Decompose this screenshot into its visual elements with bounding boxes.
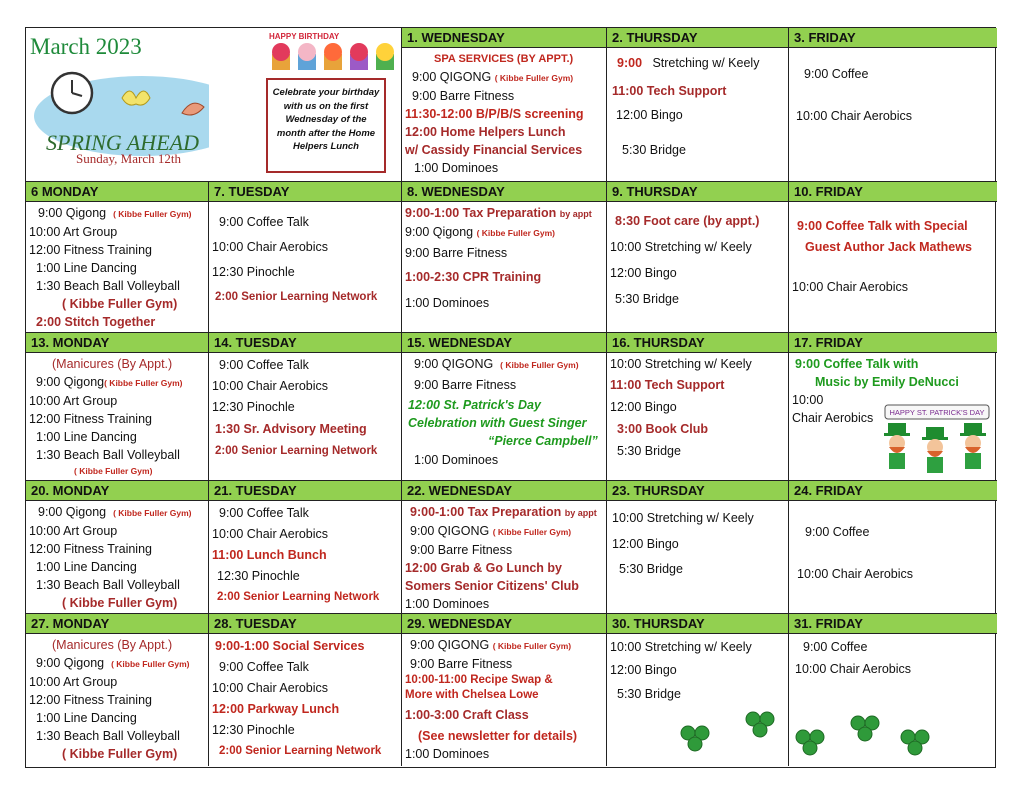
event-line-dancing: 1:00 Line Dancing (36, 560, 137, 574)
event-chair-aerobics: 10:00 Chair Aerobics (212, 527, 329, 541)
event-bridge: 5:30 Bridge (617, 444, 681, 458)
event-fitness-training: 12:00 Fitness Training (29, 693, 152, 707)
event-senior-learning: 2:00 Senior Learning Network (215, 291, 378, 303)
event-st-patricks-day: 12:00 St. Patrick's Day (408, 398, 541, 412)
day-header: 14. TUESDAY (209, 333, 401, 353)
event-art-group: 10:00 Art Group (29, 524, 118, 538)
event-dominoes: 1:00 Dominoes (414, 453, 499, 467)
event-pinochle: 12:30 Pinochle (212, 723, 295, 737)
event-craft-class: 1:00-3:00 Craft Class (405, 708, 529, 722)
event-bridge: 5:30 Bridge (622, 143, 686, 157)
day-cell-9 (607, 182, 789, 333)
birthday-cell (209, 28, 402, 182)
event-newsletter-note: (See newsletter for details) (418, 729, 578, 743)
event-manicures: (Manicures (By Appt.) (52, 357, 173, 371)
event-chair-aerobics: 10:00 Chair Aerobics (212, 240, 329, 254)
birthday-note: Celebrate your birthday with us on the first Wednesday of the month after the Home Helpers Lunch (266, 78, 386, 173)
event-art-group: 10:00 Art Group (29, 225, 118, 239)
event-volleyball: 1:30 Beach Ball Volleyball (36, 448, 180, 462)
day-cell-23 (607, 481, 789, 614)
event-dominoes: 1:00 Dominoes (405, 296, 490, 310)
event-chelsea-lowe: More with Chelsea Lowe (405, 689, 539, 701)
day-cell-7 (209, 182, 402, 333)
event-barre-fitness: 9:00 Barre Fitness (410, 657, 513, 671)
event-volleyball: 1:30 Beach Ball Volleyball (36, 729, 180, 743)
event-screening: 11:30-12:00 B/P/B/S screening (405, 107, 584, 121)
day-header: 2. THURSDAY (607, 28, 788, 48)
day-header: 3. FRIDAY (789, 28, 997, 48)
event-bridge: 5:30 Bridge (615, 292, 679, 306)
event-chair-aerobics: 10:00 Chair Aerobics (212, 681, 329, 695)
event-coffee-talk: 9:00 Coffee Talk (219, 358, 309, 372)
event-coffee-talk: 9:00 Coffee Talk (219, 506, 309, 520)
event-barre-fitness: 9:00 Barre Fitness (412, 89, 515, 103)
day-cell-24 (789, 481, 997, 614)
event-qigong: 9:00 Qigong ( Kibbe Fuller Gym) (38, 206, 192, 220)
event-bingo: 12:00 Bingo (610, 400, 677, 414)
event-gym-note: ( Kibbe Fuller Gym) (74, 466, 153, 476)
event-tax-preparation: 9:00-1:00 Tax Preparation by appt (405, 206, 592, 220)
event-coffee: 9:00 Coffee (804, 67, 869, 81)
event-senior-learning: 2:00 Senior Learning Network (219, 745, 382, 757)
event-dominoes: 1:00 Dominoes (414, 161, 499, 175)
event-gym-note: ( Kibbe Fuller Gym) (62, 297, 178, 311)
day-cell-28 (209, 614, 402, 766)
event-emily-denucci: Music by Emily DeNucci (815, 375, 959, 389)
event-line-dancing: 1:00 Line Dancing (36, 711, 137, 725)
event-home-helpers-lunch: 12:00 Home Helpers Lunch (405, 125, 566, 139)
day-cell-17 (789, 333, 997, 481)
birthday-banner-text: HAPPY BIRTHDAY (269, 32, 340, 41)
month-title: March 2023 (30, 34, 142, 59)
event-bridge: 5:30 Bridge (619, 562, 683, 576)
event-senior-learning: 2:00 Senior Learning Network (215, 445, 378, 457)
day-header: 13. MONDAY (26, 333, 208, 353)
event-stretching: 10:00 Stretching w/ Keely (610, 240, 752, 254)
day-cell-27 (26, 614, 209, 766)
event-fitness-training: 12:00 Fitness Training (29, 542, 152, 556)
event-recipe-swap: 10:00-11:00 Recipe Swap & (405, 674, 553, 686)
day-cell-16 (607, 333, 789, 481)
event-gym-note: ( Kibbe Fuller Gym) (62, 747, 178, 761)
day-header: 20. MONDAY (26, 481, 208, 501)
day-cell-13 (26, 333, 209, 481)
day-header: 28. TUESDAY (209, 614, 401, 634)
event-stretching: 9:00 Stretching w/ Keely (617, 56, 760, 70)
day-cell-10 (789, 182, 997, 333)
event-chair-aerobics: 10:00 Chair Aerobics (796, 109, 913, 123)
event-bingo: 12:00 Bingo (610, 663, 677, 677)
event-chair-aerobics: 10:00 Chair Aerobics (212, 379, 329, 393)
event-qigong: 9:00 Qigong ( Kibbe Fuller Gym) (405, 225, 555, 239)
event-qigong: 9:00 Qigong ( Kibbe Fuller Gym) (38, 505, 192, 519)
day-cell-14 (209, 333, 402, 481)
calendar-header-cell (26, 28, 209, 182)
leprechauns-illustration (877, 401, 997, 479)
event-bingo: 12:00 Bingo (616, 108, 683, 122)
event-cassidy-financial: w/ Cassidy Financial Services (405, 143, 583, 157)
day-cell-20 (26, 481, 209, 614)
day-header: 9. THURSDAY (607, 182, 788, 202)
event-bingo: 12:00 Bingo (612, 537, 679, 551)
event-fitness-training: 12:00 Fitness Training (29, 243, 152, 257)
event-stretching: 10:00 Stretching w/ Keely (610, 357, 752, 371)
event-volleyball: 1:30 Beach Ball Volleyball (36, 578, 180, 592)
spring-ahead-text: SPRING AHEAD (46, 130, 199, 155)
event-art-group: 10:00 Art Group (29, 394, 118, 408)
day-header: 7. TUESDAY (209, 182, 401, 202)
day-header: 30. THURSDAY (607, 614, 788, 634)
event-senior-learning: 2:00 Senior Learning Network (217, 591, 380, 603)
event-cpr-training: 1:00-2:30 CPR Training (405, 270, 542, 284)
event-chair-aerobics-time: 10:00 (792, 393, 824, 407)
day-header: 22. WEDNESDAY (402, 481, 606, 501)
event-coffee: 9:00 Coffee (805, 525, 870, 539)
event-tax-preparation: 9:00-1:00 Tax Preparation by appt (410, 505, 597, 519)
event-chair-aerobics: Chair Aerobics (792, 411, 874, 425)
day-cell-6 (26, 182, 209, 333)
event-somers-senior-club: Somers Senior Citizens' Club (405, 579, 579, 593)
event-tech-support: 11:00 Tech Support (612, 84, 727, 98)
day-header: 24. FRIDAY (789, 481, 997, 501)
day-cell-21 (209, 481, 402, 614)
event-qigong: 9:00 QIGONG ( Kibbe Fuller Gym) (414, 357, 579, 371)
event-volleyball: 1:30 Beach Ball Volleyball (36, 279, 180, 293)
day-header: 10. FRIDAY (789, 182, 997, 202)
event-coffee: 9:00 Coffee (803, 640, 868, 654)
event-stretching: 10:00 Stretching w/ Keely (612, 511, 754, 525)
event-qigong: 9:00 QIGONG ( Kibbe Fuller Gym) (410, 638, 572, 652)
event-stretching: 10:00 Stretching w/ Keely (610, 640, 752, 654)
day-cell-3 (789, 28, 997, 182)
event-dominoes: 1:00 Dominoes (405, 597, 490, 611)
event-coffee-talk: 9:00 Coffee Talk (219, 215, 309, 229)
event-fitness-training: 12:00 Fitness Training (29, 412, 152, 426)
event-pinochle: 12:30 Pinochle (217, 569, 300, 583)
event-dominoes: 1:00 Dominoes (405, 747, 490, 761)
day-header: 1. WEDNESDAY (402, 28, 606, 48)
event-art-group: 10:00 Art Group (29, 675, 118, 689)
event-gym-note: ( Kibbe Fuller Gym) (62, 596, 178, 610)
event-bingo: 12:00 Bingo (610, 266, 677, 280)
event-grab-and-go-lunch: 12:00 Grab & Go Lunch by (405, 561, 562, 575)
event-pinochle: 12:30 Pinochle (212, 265, 295, 279)
day-cell-15 (402, 333, 607, 481)
event-parkway-lunch: 12:00 Parkway Lunch (212, 702, 340, 716)
day-cell-29 (402, 614, 607, 766)
event-barre-fitness: 9:00 Barre Fitness (414, 378, 517, 392)
event-line-dancing: 1:00 Line Dancing (36, 261, 137, 275)
event-chair-aerobics: 10:00 Chair Aerobics (792, 280, 909, 294)
day-header: 21. TUESDAY (209, 481, 401, 501)
event-social-services: 9:00-1:00 Social Services (215, 639, 365, 653)
day-header: 23. THURSDAY (607, 481, 788, 501)
event-stitch-together: 2:00 Stitch Together (36, 315, 156, 329)
st-patricks-sign-text: HAPPY ST. PATRICK'S DAY (889, 408, 985, 417)
shamrock-decoration-icon (660, 705, 950, 760)
spring-ahead-date: Sunday, March 12th (76, 151, 181, 166)
event-book-club: 3:00 Book Club (617, 422, 708, 436)
day-header: 27. MONDAY (26, 614, 208, 634)
event-lunch-bunch: 11:00 Lunch Bunch (212, 548, 327, 562)
event-bridge: 5:30 Bridge (617, 687, 681, 701)
event-sr-advisory: 1:30 Sr. Advisory Meeting (215, 422, 367, 436)
event-qigong: 9:00 QIGONG ( Kibbe Fuller Gym) (410, 524, 572, 538)
event-coffee-talk-music: 9:00 Coffee Talk with (795, 357, 919, 371)
day-header: 16. THURSDAY (607, 333, 788, 353)
day-header: 8. WEDNESDAY (402, 182, 606, 202)
spring-ahead-clock-illustration (32, 68, 209, 158)
event-spa-services: SPA SERVICES (BY APPT.) (434, 53, 574, 65)
event-manicures: (Manicures (By Appt.) (52, 638, 173, 652)
event-coffee-talk: 9:00 Coffee Talk (219, 660, 309, 674)
day-header: 29. WEDNESDAY (402, 614, 606, 634)
event-foot-care: 8:30 Foot care (by appt.) (615, 214, 760, 228)
event-qigong: 9:00 QIGONG ( Kibbe Fuller Gym) (412, 70, 574, 84)
event-author-jack-mathews: Guest Author Jack Mathews (805, 240, 972, 254)
day-header: 6 MONDAY (26, 182, 208, 202)
event-tech-support: 11:00 Tech Support (610, 378, 725, 392)
event-chair-aerobics: 10:00 Chair Aerobics (795, 662, 912, 676)
birthday-cupcakes-icon (266, 30, 401, 75)
day-cell-8 (402, 182, 607, 333)
event-barre-fitness: 9:00 Barre Fitness (410, 543, 513, 557)
day-header: 17. FRIDAY (789, 333, 997, 353)
day-cell-1 (402, 28, 607, 182)
event-barre-fitness: 9:00 Barre Fitness (405, 246, 508, 260)
event-qigong: 9:00 Qigong( Kibbe Fuller Gym) (36, 375, 183, 389)
day-header: 31. FRIDAY (789, 614, 997, 634)
event-qigong: 9:00 Qigong ( Kibbe Fuller Gym) (36, 656, 190, 670)
event-pierce-campbell: “Pierce Campbell” (488, 434, 598, 448)
day-cell-22 (402, 481, 607, 614)
day-header: 15. WEDNESDAY (402, 333, 606, 353)
march-calendar (25, 27, 996, 768)
event-pinochle: 12:30 Pinochle (212, 400, 295, 414)
event-chair-aerobics: 10:00 Chair Aerobics (797, 567, 914, 581)
event-coffee-talk-special: 9:00 Coffee Talk with Special (797, 219, 968, 233)
day-cell-2 (607, 28, 789, 182)
event-line-dancing: 1:00 Line Dancing (36, 430, 137, 444)
event-guest-singer: Celebration with Guest Singer (408, 416, 587, 430)
